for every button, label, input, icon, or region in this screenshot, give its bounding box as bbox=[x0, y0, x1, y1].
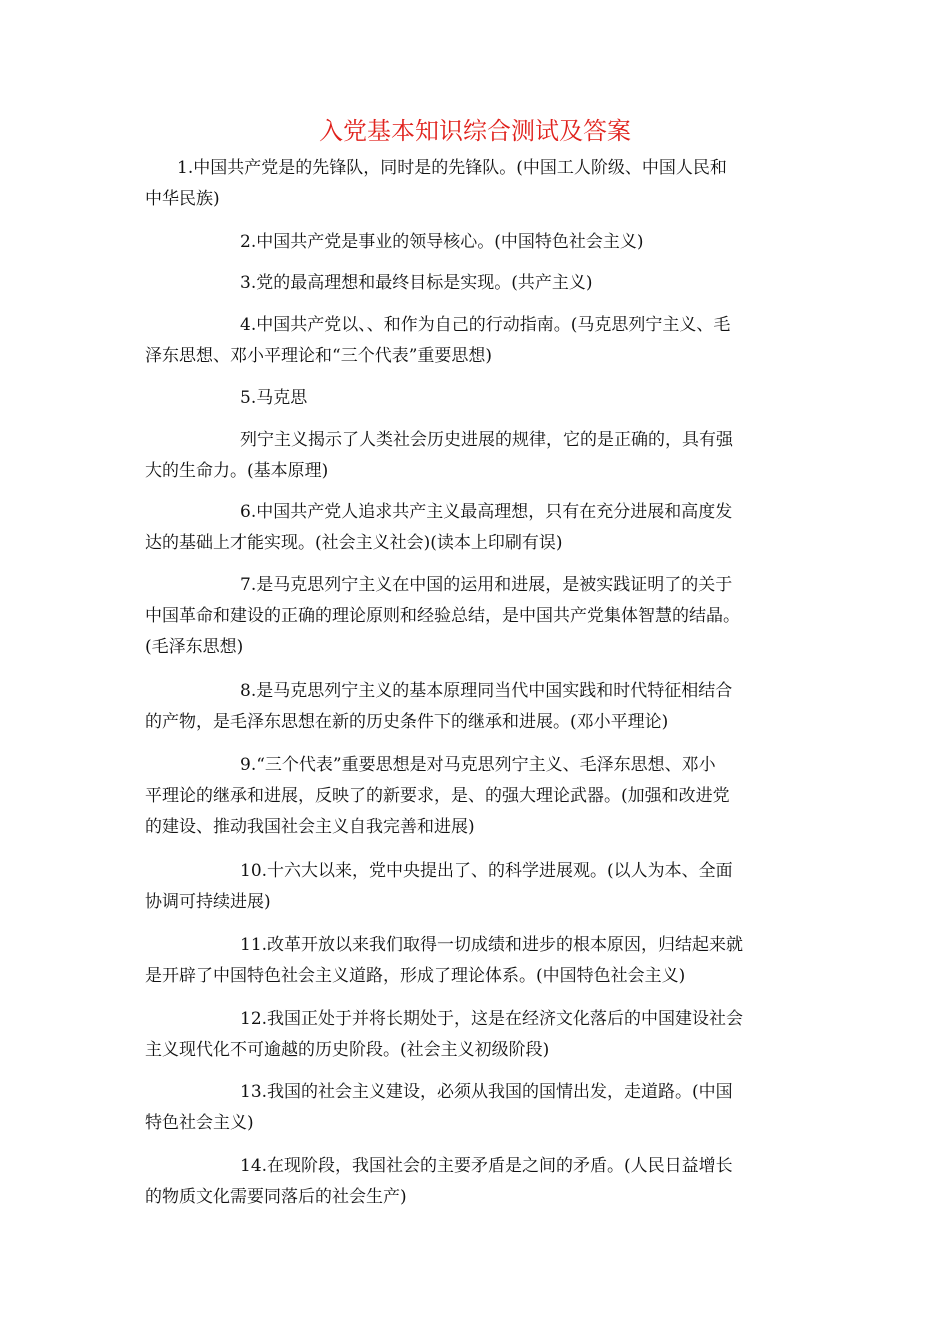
question-item-5-continued bbox=[145, 425, 807, 487]
question-line: 的物质文化需要同落后的社会生产) bbox=[145, 1187, 407, 1207]
question-item-6 bbox=[145, 497, 807, 559]
question-item-3 bbox=[145, 268, 807, 299]
question-line: 列宁主义揭示了人类社会历史进展的规律，它的是正确的，具有强 bbox=[240, 430, 733, 450]
question-line: 协调可持续进展) bbox=[145, 892, 271, 912]
question-item-7 bbox=[145, 570, 807, 663]
question-item-8 bbox=[145, 676, 807, 738]
question-item-5 bbox=[145, 383, 807, 414]
question-line: 14.在现阶段，我国社会的主要矛盾是之间的矛盾。(人民日益增长 bbox=[240, 1156, 733, 1176]
question-item-10 bbox=[145, 856, 807, 918]
question-line: 2.中国共产党是事业的领导核心。(中国特色社会主义) bbox=[240, 232, 644, 252]
question-item-4 bbox=[145, 310, 807, 372]
question-item-13 bbox=[145, 1077, 807, 1139]
question-item-9 bbox=[145, 750, 807, 843]
question-line: 9.“三个代表”重要思想是对马克思列宁主义、毛泽东思想、邓小 bbox=[240, 755, 716, 775]
question-line: 6.中国共产党人追求共产主义最高理想，只有在充分进展和高度发 bbox=[240, 502, 733, 522]
question-line: 8.是马克思列宁主义的基本原理同当代中国实践和时代特征相结合 bbox=[240, 681, 733, 701]
question-line: 13.我国的社会主义建设，必须从我国的国情出发，走道路。(中国 bbox=[240, 1082, 733, 1102]
question-line: 5.马克思 bbox=[240, 388, 308, 408]
question-item-2 bbox=[145, 227, 807, 258]
question-line: 泽东思想、邓小平理论和“三个代表”重要思想) bbox=[145, 346, 493, 366]
question-line: 平理论的继承和进展，反映了的新要求，是、的强大理论武器。(加强和改进党 bbox=[145, 786, 730, 806]
question-line: 1.中国共产党是的先锋队，同时是的先锋队。(中国工人阶级、中国人民和 bbox=[177, 158, 727, 178]
question-line: 达的基础上才能实现。(社会主义社会)(读本上印刷有误) bbox=[145, 533, 563, 553]
question-item-14 bbox=[145, 1151, 807, 1213]
question-line: 10.十六大以来，党中央提出了、的科学进展观。(以人为本、全面 bbox=[240, 861, 733, 881]
question-line: 的产物，是毛泽东思想在新的历史条件下的继承和进展。(邓小平理论) bbox=[145, 712, 669, 732]
question-line: 7.是马克思列宁主义在中国的运用和进展，是被实践证明了的关于 bbox=[240, 575, 733, 595]
question-line: 3.党的最高理想和最终目标是实现。(共产主义) bbox=[240, 273, 593, 293]
question-line: (毛泽东思想) bbox=[145, 637, 244, 657]
question-line: 是开辟了中国特色社会主义道路，形成了理论体系。(中国特色社会主义) bbox=[145, 966, 686, 986]
question-line: 的建设、推动我国社会主义自我完善和进展) bbox=[145, 817, 475, 837]
question-item-12 bbox=[145, 1004, 807, 1066]
question-line: 中华民族) bbox=[145, 189, 220, 209]
document-title: 入党基本知识综合测试及答案 bbox=[319, 117, 631, 145]
question-line: 大的生命力。(基本原理) bbox=[145, 461, 329, 481]
question-line: 12.我国正处于并将长期处于，这是在经济文化落后的中国建设社会 bbox=[240, 1009, 744, 1029]
question-line: 特色社会主义) bbox=[145, 1113, 254, 1133]
question-item-1 bbox=[145, 153, 807, 215]
question-line: 4.中国共产党以、、和作为自己的行动指南。(马克思列宁主义、毛 bbox=[240, 315, 731, 335]
question-line: 中国革命和建设的正确的理论原则和经验总结，是中国共产党集体智慧的结晶。 bbox=[145, 606, 740, 626]
question-line: 主义现代化不可逾越的历史阶段。(社会主义初级阶段) bbox=[145, 1040, 550, 1060]
question-item-11 bbox=[145, 930, 807, 992]
question-line: 11.改革开放以来我们取得一切成绩和进步的根本原因，归结起来就 bbox=[240, 935, 744, 955]
